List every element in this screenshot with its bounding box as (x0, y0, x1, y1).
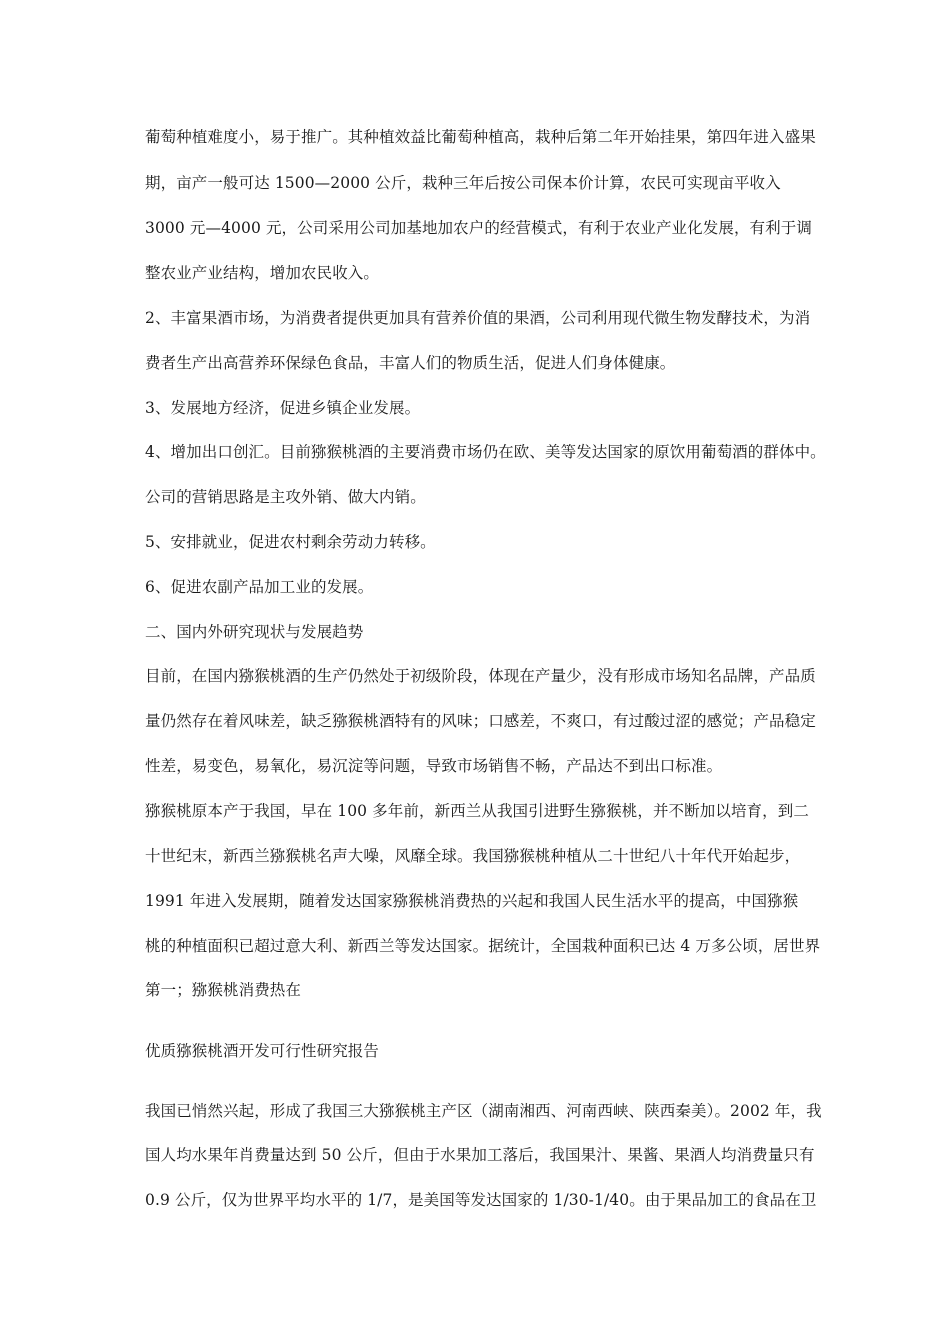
text-line: 国人均水果年肖费量达到 50 公斤，但由于水果加工落后，我国果汁、果酱、果酒人均消费量只有 (145, 1146, 815, 1164)
text-line: 十世纪末，新西兰猕猴桃名声大噪，风靡全球。我国猕猴桃种植从二十世纪八十年代开始起步， (145, 847, 801, 865)
text-line: 4、增加出口创汇。目前猕猴桃酒的主要消费市场仍在欧、美等发达国家的原饮用葡萄酒的群体中。 (145, 443, 826, 461)
text-line: 期，亩产一般可达 1500—2000 公斤，栽种三年后按公司保本价计算，农民可实现亩平收入 (145, 174, 781, 192)
text-line: 费者生产出高营养环保绿色食品，丰富人们的物质生活，促进人们身体健康。 (145, 354, 676, 372)
text-line: 第一；猕猴桃消费热在 (145, 981, 302, 999)
text-line: 3000 元—4000 元，公司采用公司加基地加农户的经营模式，有利于农业产业化发展，有利于调 (145, 219, 812, 237)
text-line: 0.9 公斤，仅为世界平均水平的 1/7，是美国等发达国家的 1/30-1/40。由于果品加工的食品在卫 (145, 1191, 817, 1209)
text-line: 公司的营销思路是主攻外销、做大内销。 (145, 488, 426, 506)
text-line: 目前，在国内猕猴桃酒的生产仍然处于初级阶段，体现在产量少，没有形成市场知名品牌，产品质 (145, 667, 816, 685)
running-header: 优质猕猴桃酒开发可行性研究报告 (145, 1042, 380, 1060)
text-line: 量仍然存在着风味差，缺乏猕猴桃酒特有的风味；口感差，不爽口，有过酸过涩的感觉；产品稳定 (145, 712, 816, 730)
text-line: 整农业产业结构，增加农民收入。 (145, 264, 380, 282)
text-line: 5、安排就业，促进农村剩余劳动力转移。 (145, 533, 436, 551)
text-line: 我国已悄然兴起，形成了我国三大猕猴桃主产区（湖南湘西、河南西峡、陕西秦美）。2002 年，我 (145, 1102, 822, 1120)
text-line: 3、发展地方经济，促进乡镇企业发展。 (145, 399, 421, 417)
section-heading: 二、国内外研究现状与发展趋势 (145, 623, 364, 641)
text-line: 葡萄种植难度小，易于推广。其种植效益比葡萄种植高，栽种后第二年开始挂果，第四年进入盛果 (145, 128, 816, 146)
text-line: 猕猴桃原本产于我国，早在 100 多年前，新西兰从我国引进野生猕猴桃，并不断加以培育，到二 (145, 802, 809, 820)
text-line: 桃的种植面积已超过意大利、新西兰等发达国家。据统计，全国栽种面积已达 4 万多公顷，居世界 (145, 937, 821, 955)
text-line: 性差，易变色，易氧化，易沉淀等问题，导致市场销售不畅，产品达不到出口标准。 (145, 757, 723, 775)
text-line: 1991 年进入发展期，随着发达国家猕猴桃消费热的兴起和我国人民生活水平的提高，中国猕猴 (145, 892, 799, 910)
text-line: 2、丰富果酒市场，为消费者提供更加具有营养价值的果酒，公司利用现代微生物发酵技术，为消 (145, 309, 811, 327)
text-line: 6、促进农副产品加工业的发展。 (145, 578, 374, 596)
